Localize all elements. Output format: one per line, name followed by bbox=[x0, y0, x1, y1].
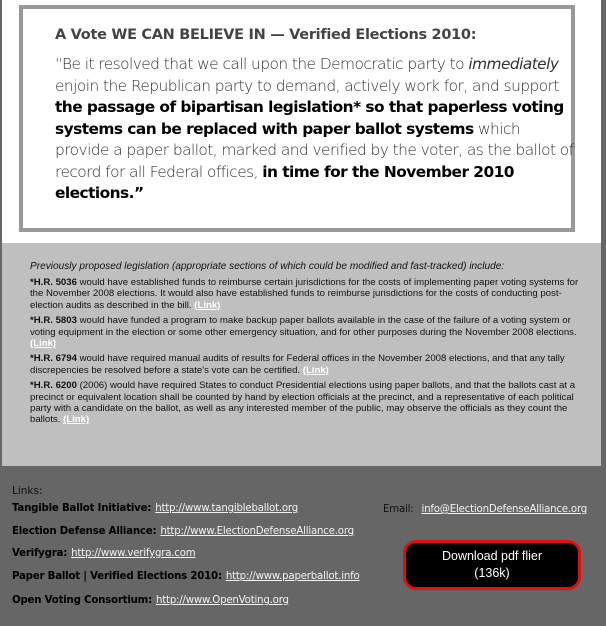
link-url[interactable]: http://www.ElectionDefenseAlliance.org bbox=[160, 526, 354, 537]
bill-description: would have required manual audits of results for Federal offices in the November 2008 elections, and that any tally discrepencies be resolved before a state's vote can be certified. bbox=[30, 353, 565, 376]
resolution-text-part: “Be it resolved that we call upon the Democratic party to bbox=[55, 55, 469, 73]
email-row bbox=[383, 504, 587, 515]
link-row-paper-ballot bbox=[12, 571, 360, 582]
bill-item bbox=[30, 277, 580, 311]
email-label: Email: bbox=[383, 504, 414, 515]
resolution-text-italic: immediately bbox=[468, 55, 559, 73]
link-row-open-voting bbox=[12, 595, 289, 606]
links-heading: Links: bbox=[12, 485, 43, 497]
bill-link[interactable]: (Link) bbox=[194, 299, 221, 311]
footer-links-section bbox=[0, 466, 606, 626]
link-label: Open Voting Consortium: bbox=[12, 595, 152, 606]
resolution-text-part: enjoin the Republican party to demand, actively work for, and support bbox=[55, 76, 559, 95]
link-label: Election Defense Alliance: bbox=[12, 526, 157, 537]
resolution-text bbox=[55, 54, 575, 205]
download-pdf-flier-button[interactable] bbox=[403, 540, 581, 590]
link-url[interactable]: http://www.OpenVoting.org bbox=[155, 595, 289, 606]
email-link[interactable]: info@ElectionDefenseAlliance.org bbox=[421, 504, 588, 515]
link-row-tangible-ballot bbox=[12, 503, 298, 514]
link-label: Paper Ballot | Verified Elections 2010: bbox=[12, 571, 222, 582]
link-label: Tangible Ballot Initiative: bbox=[12, 503, 152, 514]
link-url[interactable]: http://www.tangibleballot.org bbox=[155, 503, 298, 514]
bill-link[interactable]: (Link) bbox=[63, 414, 90, 426]
bill-description: (2006) would have required States to conduct Presidential elections using paper ballots, and that the ballots cast at a precinct or equivalent location shall be counted by hand by election officials at the precinct, and a representative of each political party with a candidate on the ballot, as well as any interested member of the public, may observe the officials as they count the ballots. bbox=[30, 380, 576, 426]
resolution-text-part: which provide a paper ballot, marked and verified by the voter, as the ballot of record for all Federal offices, bbox=[55, 119, 574, 181]
bill-item bbox=[30, 315, 580, 349]
link-url[interactable]: http://www.paperballot.info bbox=[225, 571, 360, 582]
download-button-label: Download pdf flier bbox=[441, 549, 543, 563]
bill-link[interactable]: (Link) bbox=[30, 338, 57, 350]
bill-description: would have funded a program to make backup paper ballots available in the case of the failure of a voting system or voting equipment in the election or some other emergency situation, and for other purposes during the November 2008 elections. bbox=[30, 315, 577, 338]
legislation-intro: Previously proposed legislation (appropriate sections of which could be modified and fast-tracked) include: bbox=[30, 261, 505, 272]
bill-item bbox=[30, 380, 580, 426]
bill-list bbox=[30, 277, 580, 430]
resolution-box bbox=[19, 5, 575, 232]
bill-description: would have established funds to reimburse certain jurisdictions for the costs of implementing paper voting systems for the November 2008 elections. It would also have established funds to reimburse jurisdictions for the costs of conducting post-election audits as described in the bill. bbox=[30, 277, 579, 311]
link-row-election-defense bbox=[12, 526, 354, 537]
bill-item bbox=[30, 353, 580, 376]
link-url[interactable]: http://www.verifygra.com bbox=[71, 548, 196, 559]
bill-link[interactable]: (Link) bbox=[302, 364, 329, 376]
bill-id: *H.R. 5036 bbox=[30, 277, 77, 288]
resolution-title: A Vote WE CAN BELIEVE IN — Verified Elections 2010: bbox=[55, 27, 477, 43]
legislation-section bbox=[2, 243, 601, 466]
page-frame-right bbox=[601, 0, 606, 466]
bill-id: *H.R. 5803 bbox=[30, 315, 77, 327]
download-button-size: (136k) bbox=[474, 566, 510, 580]
bill-id: *H.R. 6200 bbox=[30, 380, 77, 392]
link-label: Verifygra: bbox=[12, 548, 68, 559]
bill-id: *H.R. 6794 bbox=[30, 353, 77, 365]
link-row-verifygra bbox=[12, 548, 195, 559]
resolution-text-bold: in time for the November 2010 elections.” bbox=[55, 162, 514, 202]
resolution-text-bold: the passage of bipartisan legislation* so that paperless voting systems can be replaced with paper ballot systems bbox=[55, 98, 564, 138]
